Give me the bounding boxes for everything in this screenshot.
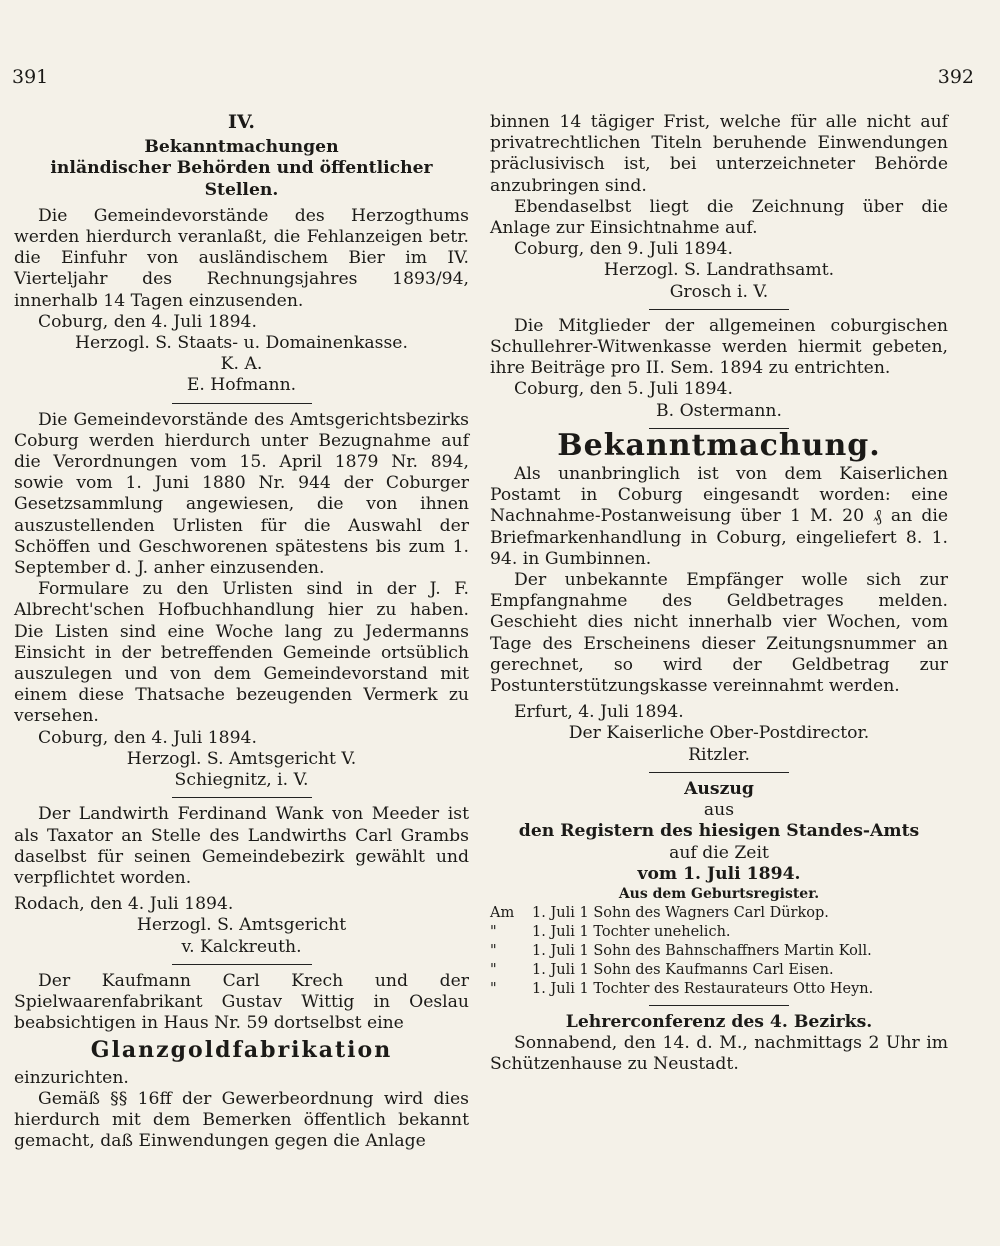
notice-signer: B. Ostermann. [656,400,782,421]
register-heading: den Registern des hiesigen Standes-Amts [518,821,920,842]
divider [649,309,789,310]
notice-body: Die Gemeindevorstände des Herzogthums werden hierdurch veranlaßt, die Fehlanzeigen betr. die Einfuhr von ausländischem Bier im IV. Vierteljahr des Rechnungsjahres 1893/94, innerhalb 14 Tagen einzusenden. [14,205,469,311]
notice-initials: K. A. [220,354,263,375]
register-list [490,904,948,999]
notice-signer: Ritzler. [688,744,750,765]
notice-body: binnen 14 tägiger Frist, welche für alle nicht auf privatrechtlichen Titeln beruhende Einwendungen präclusivisch ist, bei unterzeichneter Behörde anzubringen sind. [490,112,948,196]
notice-body: Der Kaufmann Carl Krech und der Spielwaarenfabrikant Gustav Wittig in Oeslau beabsichtigen in Haus Nr. 59 dortselbst eine [14,970,469,1034]
notice-body: Sonnabend, den 14. d. M., nachmittags 2 Uhr im Schützenhause zu Neustadt. [490,1033,948,1075]
divider [172,964,312,965]
list-item: Am 1. Juli 1 Sohn des Wagners Carl Dürkop. [490,904,829,921]
notice-date: Coburg, den 5. Juli 1894. [514,379,733,400]
notice-date: Erfurt, 4. Juli 1894. [514,702,684,723]
notice-signer: Schiegnitz, i. V. [174,770,309,791]
notice-authority: Herzogl. S. Staats- u. Domainenkasse. [75,333,408,354]
notice-signer: Grosch i. V. [669,281,769,302]
notice-authority: Herzogl. S. Amtsgericht V. [126,748,357,769]
divider [649,1005,789,1006]
notice-body: Die Mitglieder der allgemeinen coburgischen Schullehrer-Witwenkasse werden hiermit gebeten, ihre Beiträge pro II. Sem. 1894 zu entrichten. [490,315,948,379]
notice-body: Die Gemeindevorstände des Amtsgerichtsbezirks Coburg werden hierdurch unter Bezugnahme auf die Verordnungen vom 15. April 1879 Nr. 894, sowie vom 1. Juni 1880 Nr. 944 der Coburger Gesetzsammlung angewiesen, die von ihnen auszustellenden Urlisten für die Auswahl der Schöffen und Geschworenen spätestens bis zum 1. September d. J. anher einzusenden. [14,409,469,579]
page-number-left: 391 [12,66,49,88]
notice-date: Rodach, den 4. Juli 1894. [14,894,234,915]
register-heading: vom 1. Juli 1894. [637,863,801,884]
notice-date: Coburg, den 4. Juli 1894. [38,311,257,332]
notice-heading: Bekanntmachung. [557,427,881,463]
notice-signer: E. Hofmann. [186,375,297,396]
page-number-right: 392 [937,66,974,88]
notice-body: Der unbekannte Empfänger wolle sich zur Empfangnahme des Geldbetrages melden. Geschieht dies nicht innerhalb vier Wochen, vom Tage des Erscheinens dieser Zeitungsnummer an gerechnet, so wird der Geldbetrag zur Postunterstützungskasse vereinnahmt werden. [490,570,948,697]
notice-body: Der Landwirth Ferdinand Wank von Meeder ist als Taxator an Stelle des Landwirths Carl Grambs daselbst für seinen Gemeindebezirk gewählt und verpflichtet worden. [14,804,469,888]
divider [172,403,312,404]
notice-heading: Lehrerconferenz des 4. Bezirks. [565,1011,873,1032]
notice-date: Coburg, den 9. Juli 1894. [514,239,733,260]
notice-body: Formulare zu den Urlisten sind in der J. F. Albrecht'schen Hofbuchhandlung hier zu haben. Die Listen sind eine Woche lang zu Jedermanns Einsicht in der betreffenden Gemeinde ortsüblich auszulegen und von dem Gemeindevorstand mit einem diese Thatsache bezeugenden Vermerk zu versehen. [14,579,469,727]
register-heading: Auszug [684,778,754,799]
notice-authority: Herzogl. S. Landrathsamt. [603,260,835,281]
divider [649,772,789,773]
notice-body: Gemäß §§ 16ff der Gewerbeordnung wird dies hierdurch mit dem Bemerken öffentlich bekannt gemacht, daß Einwendungen gegen die Anlage [14,1088,469,1152]
right-column [490,112,948,1076]
divider [172,797,312,798]
list-item: " 1. Juli 1 Sohn des Kaufmanns Carl Eisen. [490,961,834,978]
section-title: Bekanntmachungen [144,137,339,158]
left-column [14,112,469,1152]
notice-body: Ebendaselbst liegt die Zeichnung über die Anlage zur Einsichtnahme auf. [490,196,948,239]
notice-body: einzurichten. [14,1067,129,1088]
notice-authority: Herzogl. S. Amtsgericht [136,915,347,936]
notice-signer: v. Kalckreuth. [181,936,302,957]
register-heading: auf die Zeit [669,842,769,863]
notice-heading: Glanzgoldfabrikation [90,1037,393,1064]
list-item: " 1. Juli 1 Tochter unehelich. [490,923,731,940]
notice-authority: Der Kaiserliche Ober-Postdirector. [568,723,870,744]
notice-body: Als unanbringlich ist von dem Kaiserlichen Postamt in Coburg eingesandt worden: eine Nachnahme-Postanweisung über 1 M. 20 ₰ an die Briefmarkenhandlung in Coburg, eingeliefert 8. 1. 94. in Gumbinnen. [490,464,948,569]
list-item: " 1. Juli 1 Sohn des Bahnschaffners Martin Koll. [490,942,872,959]
section-number: IV. [228,111,255,133]
register-subheading: Aus dem Geburtsregister. [618,885,820,902]
register-heading: aus [703,800,735,821]
notice-date: Coburg, den 4. Juli 1894. [38,727,257,748]
list-item: " 1. Juli 1 Tochter des Restaurateurs Otto Heyn. [490,980,874,997]
section-subtitle: inländischer Behörden und öffentlicher Stellen. [50,158,433,200]
